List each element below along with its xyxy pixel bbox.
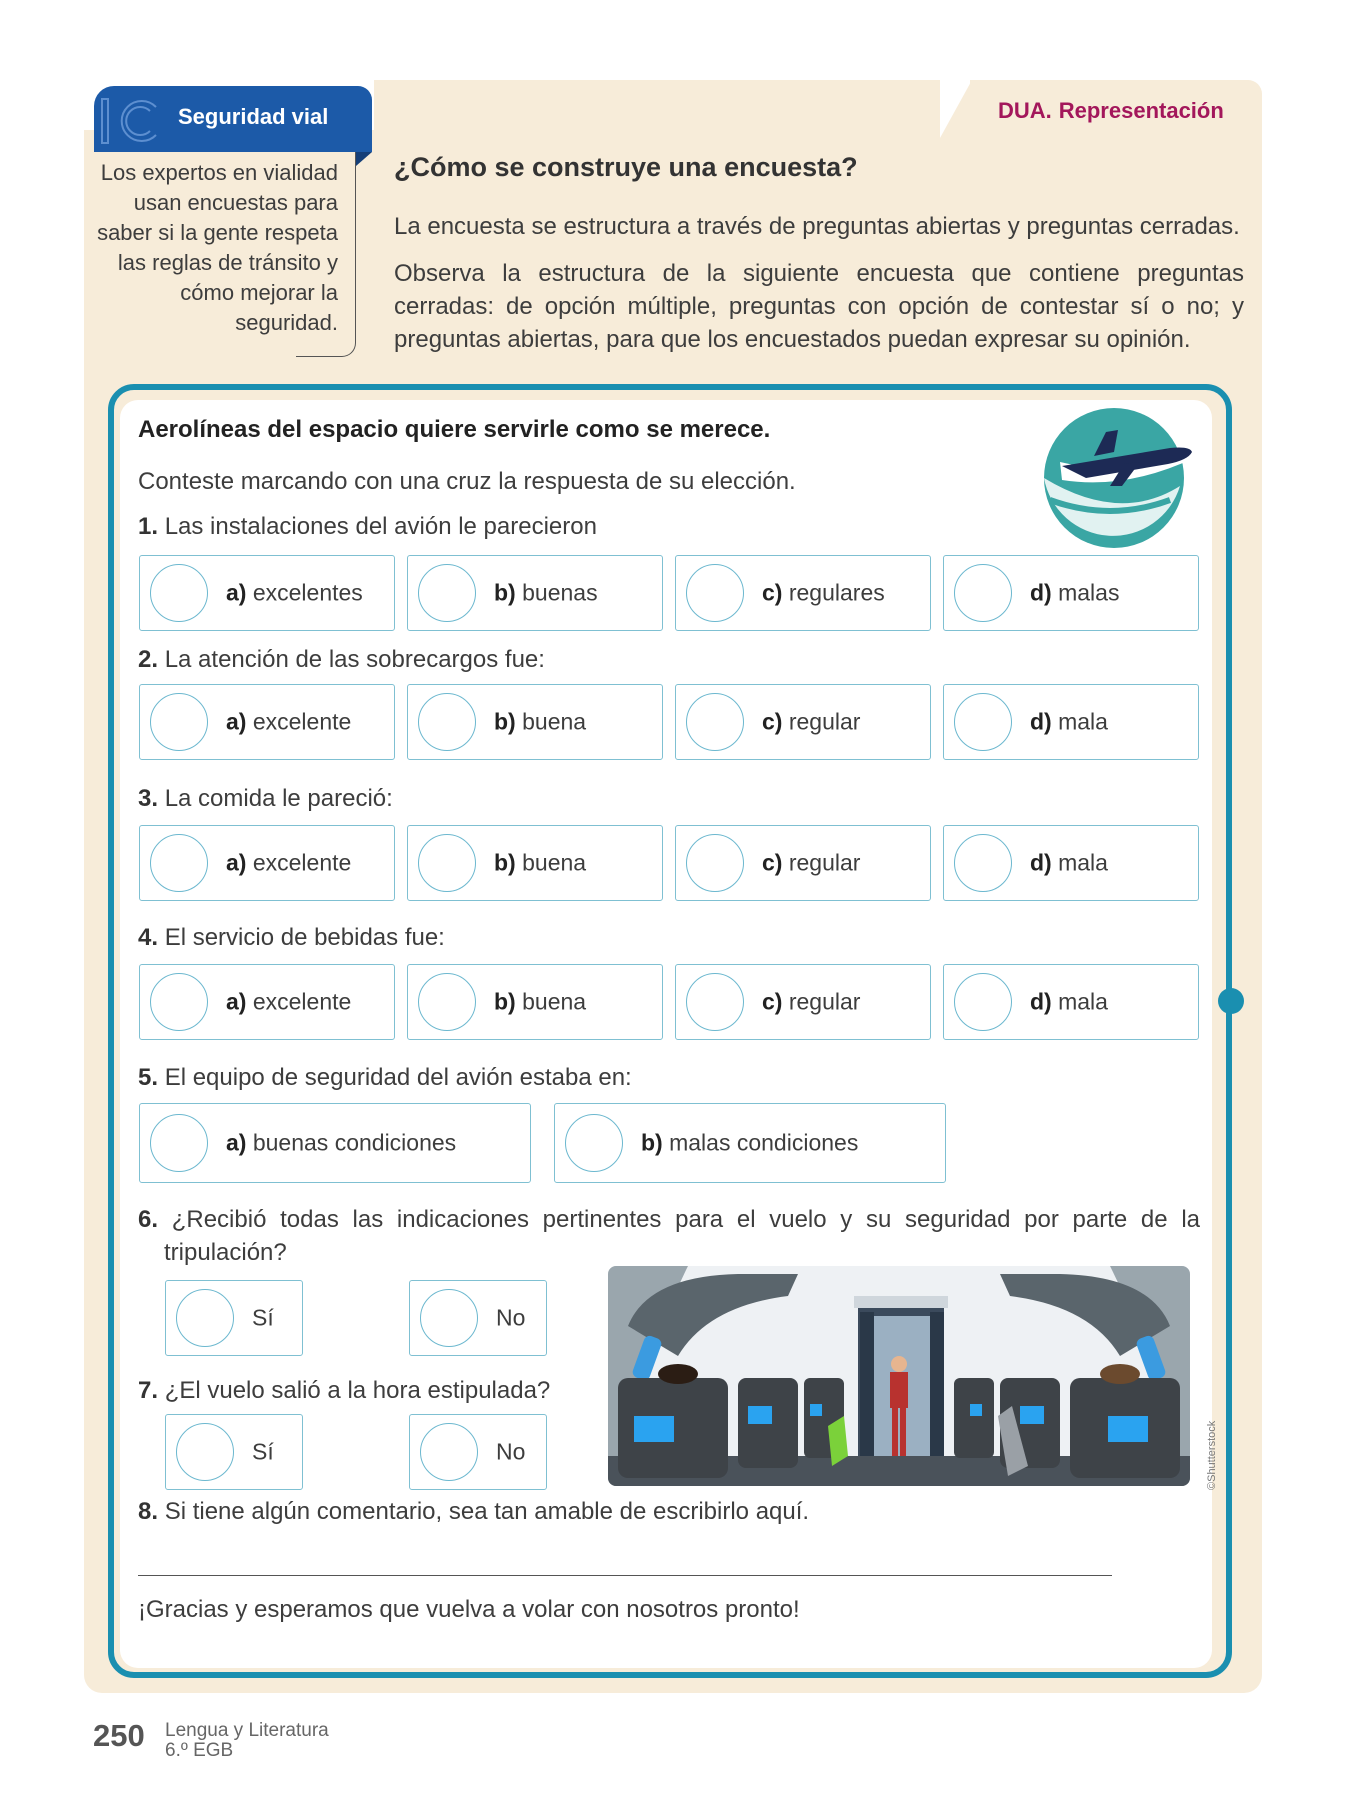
question-number: 7. [138, 1377, 159, 1404]
question-number: 1. [138, 513, 159, 540]
option-q1-d[interactable] [943, 555, 1199, 631]
answer-circle[interactable] [565, 1114, 623, 1172]
option-letter: d) [1030, 708, 1052, 735]
question-text: Las instalaciones del avión le parecieron [164, 513, 597, 540]
option-q3-b[interactable] [407, 825, 663, 901]
option-text: excelente [252, 849, 352, 876]
option-q4-c[interactable] [675, 964, 931, 1040]
option-text: malas [1058, 579, 1120, 606]
option-letter: c) [762, 579, 783, 606]
dua-heading [998, 96, 1224, 125]
question-text: La comida le pareció: [164, 785, 393, 812]
option-letter: a) [226, 708, 247, 735]
option-text: buena [522, 708, 587, 735]
option-q1-a[interactable] [139, 555, 395, 631]
option-text: Sí [252, 1438, 274, 1465]
comment-input-line[interactable] [138, 1575, 1112, 1576]
answer-circle[interactable] [420, 1289, 478, 1347]
subject-name: Lengua y Literatura [165, 1720, 329, 1741]
option-text: excelentes [252, 579, 363, 606]
option-text: mala [1058, 988, 1108, 1015]
dua-label: DUA. [998, 98, 1052, 123]
question-number: 8. [138, 1498, 159, 1525]
answer-circle[interactable] [954, 564, 1012, 622]
option-q2-a[interactable] [139, 684, 395, 760]
survey-instructions: Conteste marcando con una cruz la respuesta de su elección. [138, 468, 796, 495]
ic-fold [356, 152, 372, 166]
option-letter: b) [494, 579, 516, 606]
intro-paragraph-1: La encuesta se estructura a través de preguntas abiertas y preguntas cerradas. [394, 213, 1240, 240]
answer-circle[interactable] [686, 973, 744, 1031]
answer-circle[interactable] [954, 834, 1012, 892]
option-q5-b[interactable] [554, 1103, 946, 1183]
option-text: buenas [522, 579, 598, 606]
option-q2-c[interactable] [675, 684, 931, 760]
question-text: La atención de las sobrecargos fue: [164, 646, 545, 673]
answer-circle[interactable] [954, 693, 1012, 751]
option-text: buena [522, 988, 587, 1015]
image-credit: ©Shutterstock [1206, 1420, 1218, 1490]
option-letter: c) [762, 708, 783, 735]
option-q4-a[interactable] [139, 964, 395, 1040]
answer-circle[interactable] [150, 564, 208, 622]
page-number: 250 [93, 1718, 145, 1753]
option-text: buenas condiciones [252, 1129, 457, 1156]
ic-title: Seguridad vial [178, 104, 329, 129]
option-q3-a[interactable] [139, 825, 395, 901]
intro-paragraph-2: Observa la estructura de la siguiente encuesta que contiene preguntas cerradas: de opción múltiple, preguntas con opción de contestar sí o no; y preguntas abiertas, para que los encuestados puedan expresar su opinión. [394, 260, 1244, 353]
answer-circle[interactable] [150, 834, 208, 892]
option-text: regular [788, 849, 861, 876]
answer-circle[interactable] [418, 973, 476, 1031]
survey-title: Aerolíneas del espacio quiere servirle como se merece. [138, 416, 771, 443]
option-q6-yes[interactable] [165, 1280, 303, 1356]
answer-circle[interactable] [150, 973, 208, 1031]
question-text: ¿El vuelo salió a la hora estipulada? [164, 1377, 551, 1404]
option-letter: a) [226, 579, 247, 606]
answer-circle[interactable] [176, 1423, 234, 1481]
dua-sub: Representación [1058, 98, 1224, 123]
option-q4-b[interactable] [407, 964, 663, 1040]
question-1 [138, 510, 597, 543]
question-number: 3. [138, 785, 159, 812]
option-letter: d) [1030, 579, 1052, 606]
option-q2-d[interactable] [943, 684, 1199, 760]
answer-circle[interactable] [686, 693, 744, 751]
answer-circle[interactable] [176, 1289, 234, 1347]
question-number: 2. [138, 646, 159, 673]
answer-circle[interactable] [686, 564, 744, 622]
option-text: No [496, 1438, 526, 1465]
option-q1-c[interactable] [675, 555, 931, 631]
question-number: 4. [138, 924, 159, 951]
airline-logo-icon [1040, 404, 1200, 552]
answer-circle[interactable] [420, 1423, 478, 1481]
thanks-message: ¡Gracias y esperamos que vuelva a volar con nosotros pronto! [138, 1596, 800, 1623]
option-letter: b) [641, 1129, 663, 1156]
dua-notch [940, 80, 972, 138]
option-letter: c) [762, 988, 783, 1015]
frame-dot [1218, 988, 1244, 1014]
answer-circle[interactable] [150, 1114, 208, 1172]
question-text: El equipo de seguridad del avión estaba en: [164, 1064, 632, 1091]
question-6 [138, 1203, 1200, 1269]
option-letter: b) [494, 708, 516, 735]
option-letter: d) [1030, 988, 1052, 1015]
option-letter: a) [226, 988, 247, 1015]
option-text: Sí [252, 1304, 274, 1331]
answer-circle[interactable] [418, 834, 476, 892]
option-letter: c) [762, 849, 783, 876]
option-text: excelente [252, 988, 352, 1015]
question-3 [138, 782, 393, 815]
ic-text: Los expertos en vialidad usan encuestas para saber si la gente respeta las reglas de tránsito y cómo mejorar la seguridad. [97, 160, 338, 335]
question-8 [138, 1495, 809, 1528]
option-q1-b[interactable] [407, 555, 663, 631]
option-q6-no[interactable] [409, 1280, 547, 1356]
option-text: regulares [788, 579, 885, 606]
option-q5-a[interactable] [139, 1103, 531, 1183]
option-letter: a) [226, 849, 247, 876]
option-letter: d) [1030, 849, 1052, 876]
question-5 [138, 1061, 632, 1094]
airplane-cabin-illustration [608, 1266, 1190, 1486]
option-text: excelente [252, 708, 352, 735]
grade-label: 6.º EGB [165, 1740, 234, 1761]
subject-label [165, 1721, 329, 1761]
question-2 [138, 643, 545, 676]
option-q4-d[interactable] [943, 964, 1199, 1040]
option-q2-b[interactable] [407, 684, 663, 760]
option-text: regular [788, 988, 861, 1015]
option-letter: b) [494, 849, 516, 876]
question-7 [138, 1374, 550, 1407]
ic-logo-icon [98, 93, 162, 149]
option-text: No [496, 1304, 526, 1331]
answer-circle[interactable] [954, 973, 1012, 1031]
option-q3-c[interactable] [675, 825, 931, 901]
answer-circle[interactable] [150, 693, 208, 751]
question-text: El servicio de bebidas fue: [164, 924, 445, 951]
intro-title: ¿Cómo se construye una encuesta? [394, 152, 858, 182]
question-4 [138, 921, 445, 954]
option-text: mala [1058, 708, 1108, 735]
option-q7-no[interactable] [409, 1414, 547, 1490]
option-text: malas condiciones [669, 1129, 859, 1156]
option-q7-yes[interactable] [165, 1414, 303, 1490]
question-number: 5. [138, 1064, 159, 1091]
answer-circle[interactable] [418, 564, 476, 622]
option-q3-d[interactable] [943, 825, 1199, 901]
option-text: buena [522, 849, 587, 876]
question-number: 6. [138, 1206, 159, 1233]
question-text: Si tiene algún comentario, sea tan amable de escribirlo aquí. [164, 1498, 810, 1525]
option-letter: a) [226, 1129, 247, 1156]
option-letter: b) [494, 988, 516, 1015]
answer-circle[interactable] [686, 834, 744, 892]
option-text: mala [1058, 849, 1108, 876]
option-text: regular [788, 708, 861, 735]
answer-circle[interactable] [418, 693, 476, 751]
question-text: ¿Recibió todas las indicaciones pertinentes para el vuelo y su seguridad por parte de la tripulación? [164, 1206, 1200, 1266]
